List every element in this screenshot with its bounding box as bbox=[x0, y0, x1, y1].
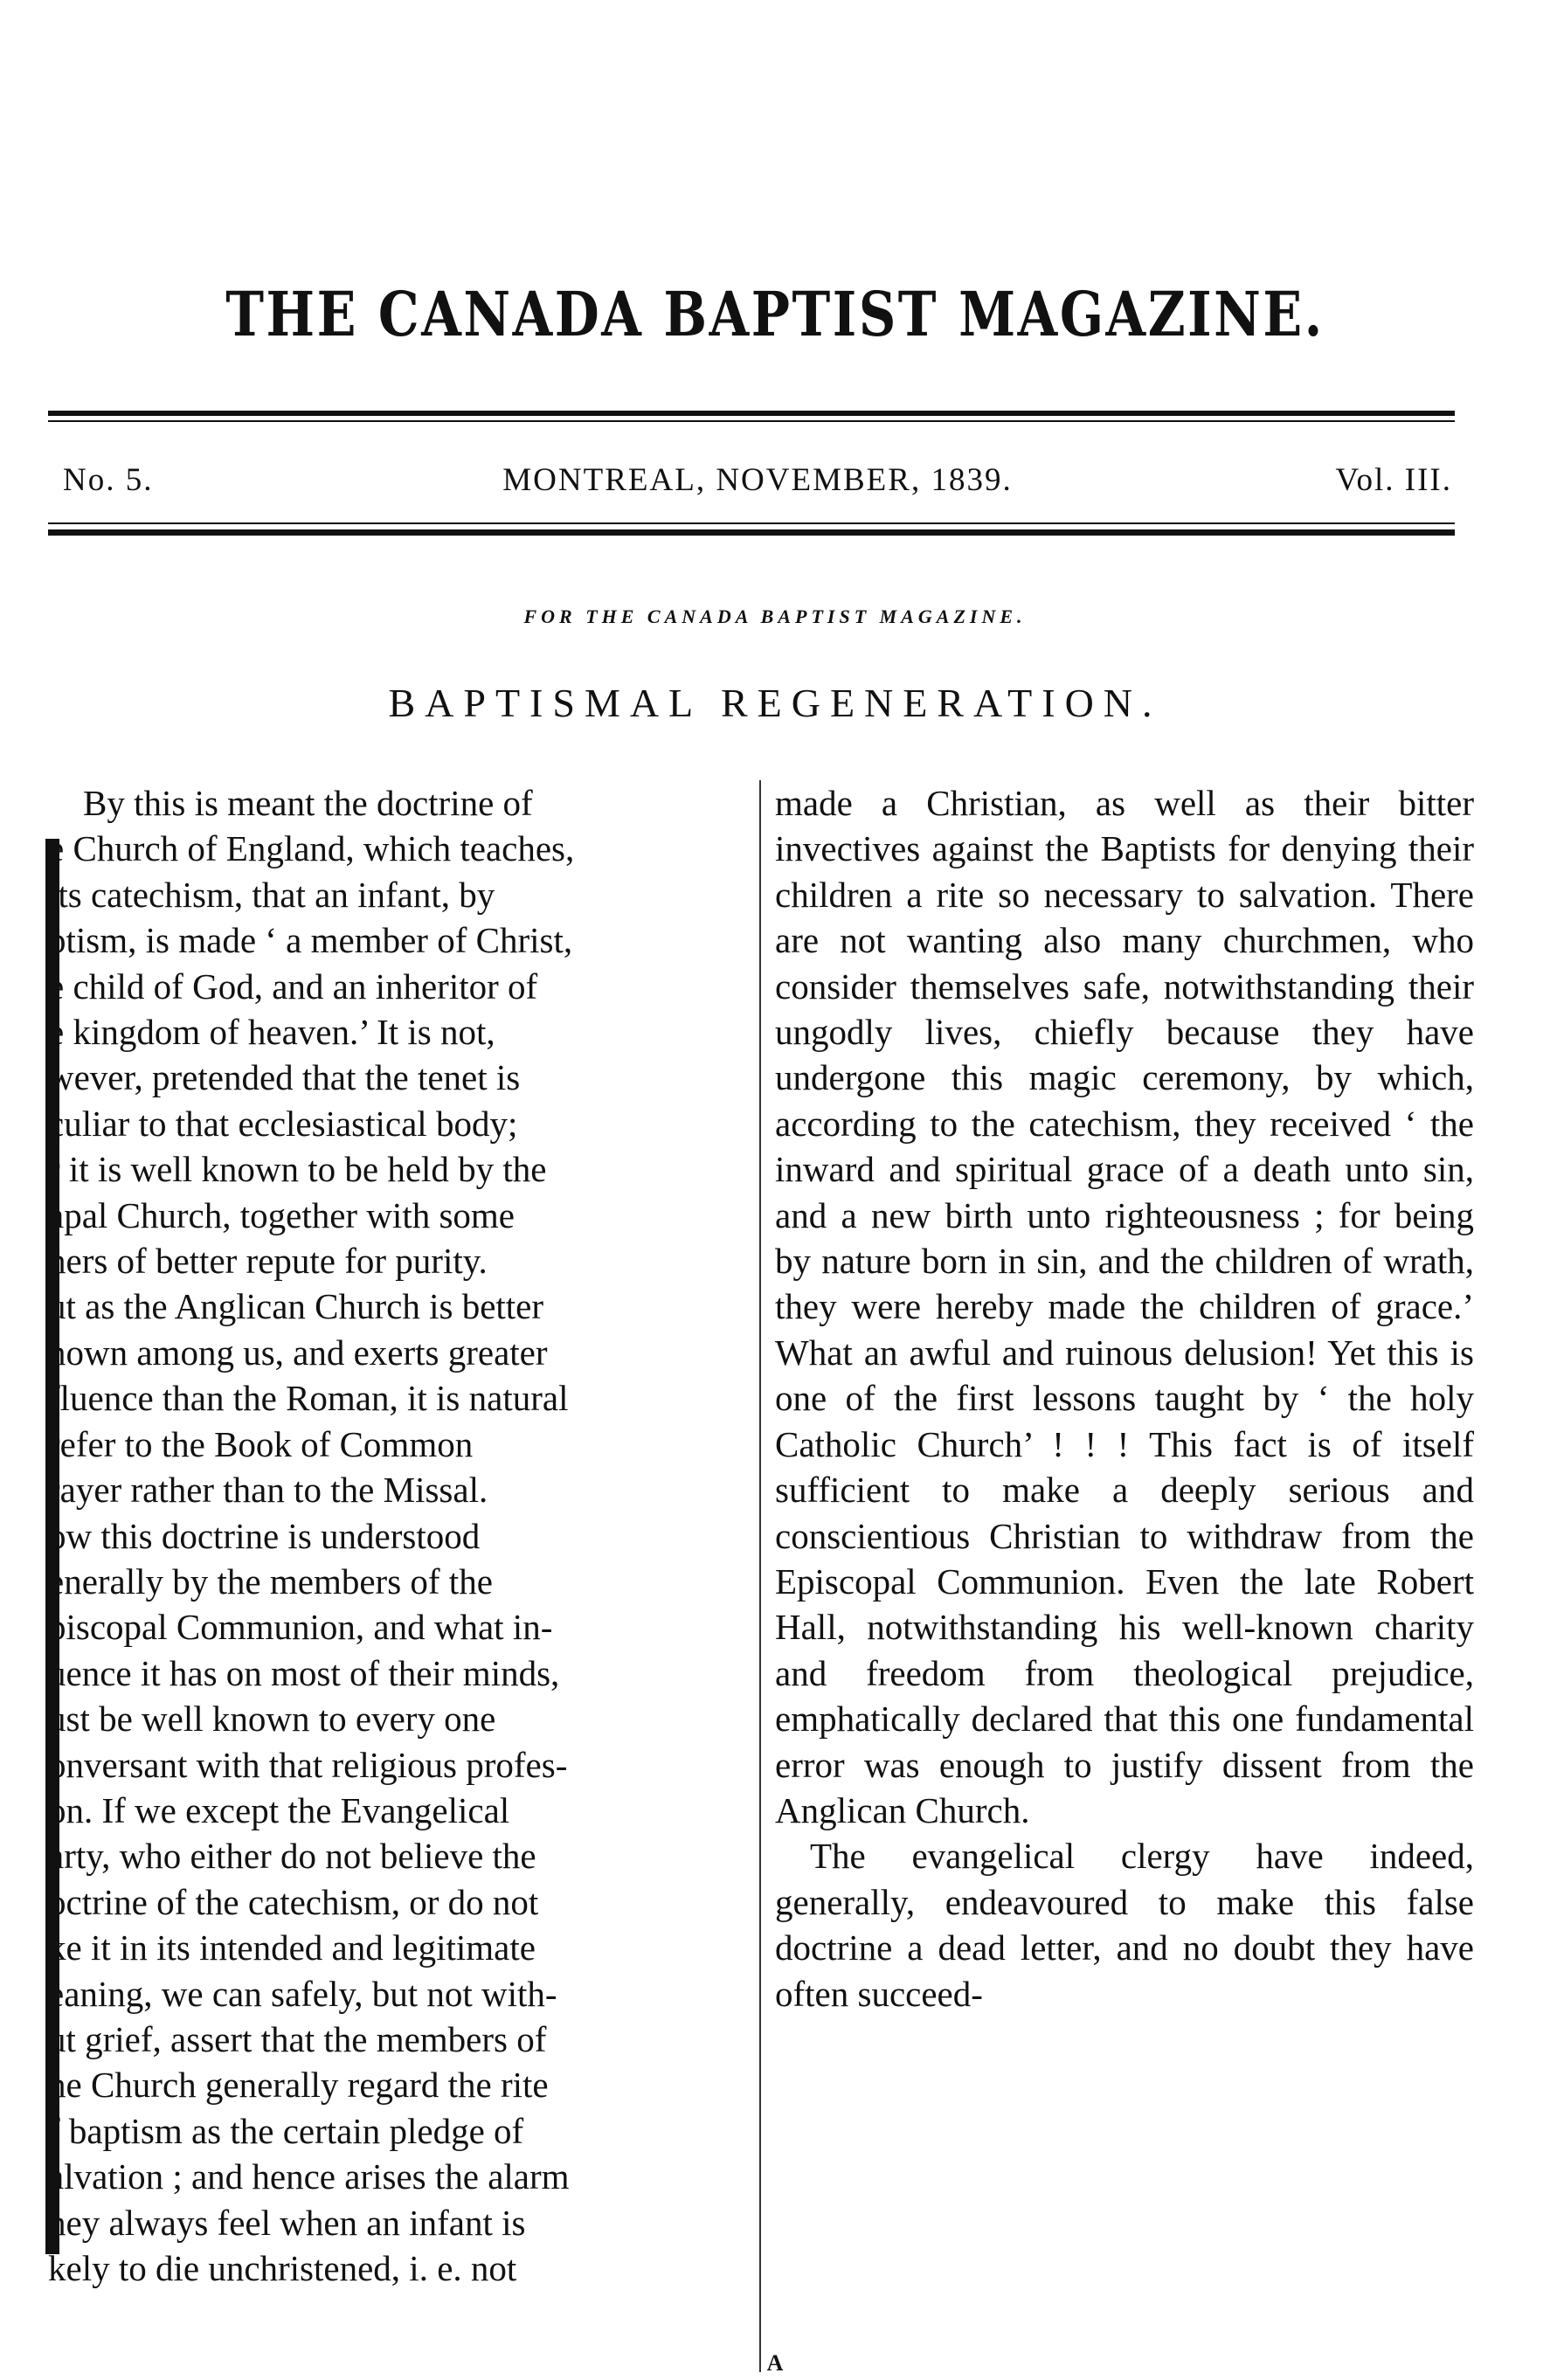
left-column-line: apal Church, together with some bbox=[48, 1194, 516, 1235]
left-column-line: e Church of England, which teaches, bbox=[48, 828, 575, 869]
column-divider bbox=[759, 780, 761, 2372]
left-column-line: fluence than the Roman, it is natural bbox=[48, 1378, 569, 1419]
left-column-line: By this is meant the doctrine of bbox=[83, 783, 533, 823]
article-title: BAPTISMAL REGENERATION. bbox=[388, 681, 1162, 725]
top-rule-thick bbox=[48, 411, 1455, 416]
bottom-rule-thin bbox=[48, 522, 1455, 524]
article-origin: FOR THE CANADA BAPTIST MAGAZINE. bbox=[523, 605, 1027, 627]
left-column-line: ke it in its intended and legitimate bbox=[48, 1927, 536, 1968]
left-column-line: rayer rather than to the Missal. bbox=[48, 1470, 488, 1511]
issue-place-date: MONTREAL, NOVEMBER, 1839. bbox=[502, 462, 1013, 498]
left-column-line: on. If we except the Evangelical bbox=[48, 1789, 510, 1830]
left-column-line: hey always feel when an infant is bbox=[48, 2202, 526, 2243]
left-column-line: refer to the Book of Common bbox=[48, 1423, 474, 1464]
top-rule-thin bbox=[48, 420, 1455, 422]
left-column-line: ust be well known to every one bbox=[48, 1699, 496, 1740]
issue-line bbox=[63, 461, 1452, 505]
left-column-line: ut as the Anglican Church is better bbox=[48, 1286, 544, 1327]
left-column-line: arty, who either do not believe the bbox=[48, 1836, 536, 1877]
left-column-line: enerally by the members of the bbox=[48, 1560, 493, 1602]
left-column-line: eaning, we can safely, but not with- bbox=[48, 1973, 557, 2014]
left-column-line: piscopal Communion, and what in- bbox=[48, 1607, 553, 1648]
left-column-line: e kingdom of heaven.’ It is not, bbox=[48, 1012, 495, 1053]
left-column-line: culiar to that ecclesiastical body; bbox=[48, 1103, 518, 1144]
left-column-line: nown among us, and exerts greater bbox=[48, 1332, 548, 1373]
left-column bbox=[48, 780, 747, 2291]
issue-volume: Vol. III. bbox=[1335, 462, 1452, 498]
left-column-line: e child of God, and an inheritor of bbox=[48, 965, 538, 1007]
left-column-line: alvation ; and hence arises the alarm bbox=[48, 2156, 570, 2197]
left-column-line: ow this doctrine is understood bbox=[48, 1515, 481, 1556]
left-column-line: wever, pretended that the tenet is bbox=[48, 1057, 521, 1098]
right-paragraph-2: The evangelical clergy have indeed, generally, endeavoured to make this false doctrine a dead letter, and no doubt they have often succeed- bbox=[775, 1836, 1474, 2014]
left-column-line: f baptism as the certain pledge of bbox=[48, 2110, 524, 2151]
left-column-line: its catechism, that an infant, by bbox=[48, 874, 495, 915]
left-column-line: hers of better repute for purity. bbox=[48, 1241, 488, 1282]
left-column-line: r it is well known to be held by the bbox=[48, 1149, 547, 1190]
right-column bbox=[775, 780, 1474, 2017]
left-column-line: octrine of the catechism, or do not bbox=[48, 1881, 539, 1922]
left-column-line: ut grief, assert that the members of bbox=[48, 2018, 547, 2059]
signature-mark: A bbox=[766, 2350, 784, 2376]
left-column-line: he Church generally regard the rite bbox=[48, 2065, 549, 2106]
masthead-title: THE CANADA BAPTIST MAGAZINE. bbox=[225, 278, 1325, 350]
left-column-line: ptism, is made ‘ a member of Christ, bbox=[48, 920, 573, 961]
left-column-line: kely to die unchristened, i. e. not bbox=[48, 2248, 517, 2288]
left-column-line: uence it has on most of their minds, bbox=[48, 1652, 560, 1693]
right-paragraph-1: made a Christian, as well as their bitter invectives against the Baptists for denying their children a rite so necessary to salvation. There are not wanting also many churchmen, who consider themselves safe, notwithstanding their ungodly lives, chiefly because they have undergone this magic ceremony, by which, according to the catechism, they received ‘ the inward and spiritual grace of a death unto sin, and a new birth unto righteousness ; for being by nature born in sin, and the children of wrath, they were hereby made the children of grace.’ What an awful and ruinous delusion! Yet this is one of the first lessons taught by ‘ the holy Catholic Church’ ! ! ! This fact is of itself sufficient to make a deeply serious and conscientious Christian to withdraw from the Episcopal Communion. Even the late Robert Hall, notwithstanding his well-known charity and freedom from theological prejudice, emphatically declared that this one fundamental error was enough to justify dissent from the Anglican Church. bbox=[775, 783, 1474, 1830]
issue-number: No. 5. bbox=[63, 462, 154, 498]
left-column-line: onversant with that religious profes- bbox=[48, 1744, 568, 1785]
bottom-rule-thick bbox=[48, 529, 1455, 536]
